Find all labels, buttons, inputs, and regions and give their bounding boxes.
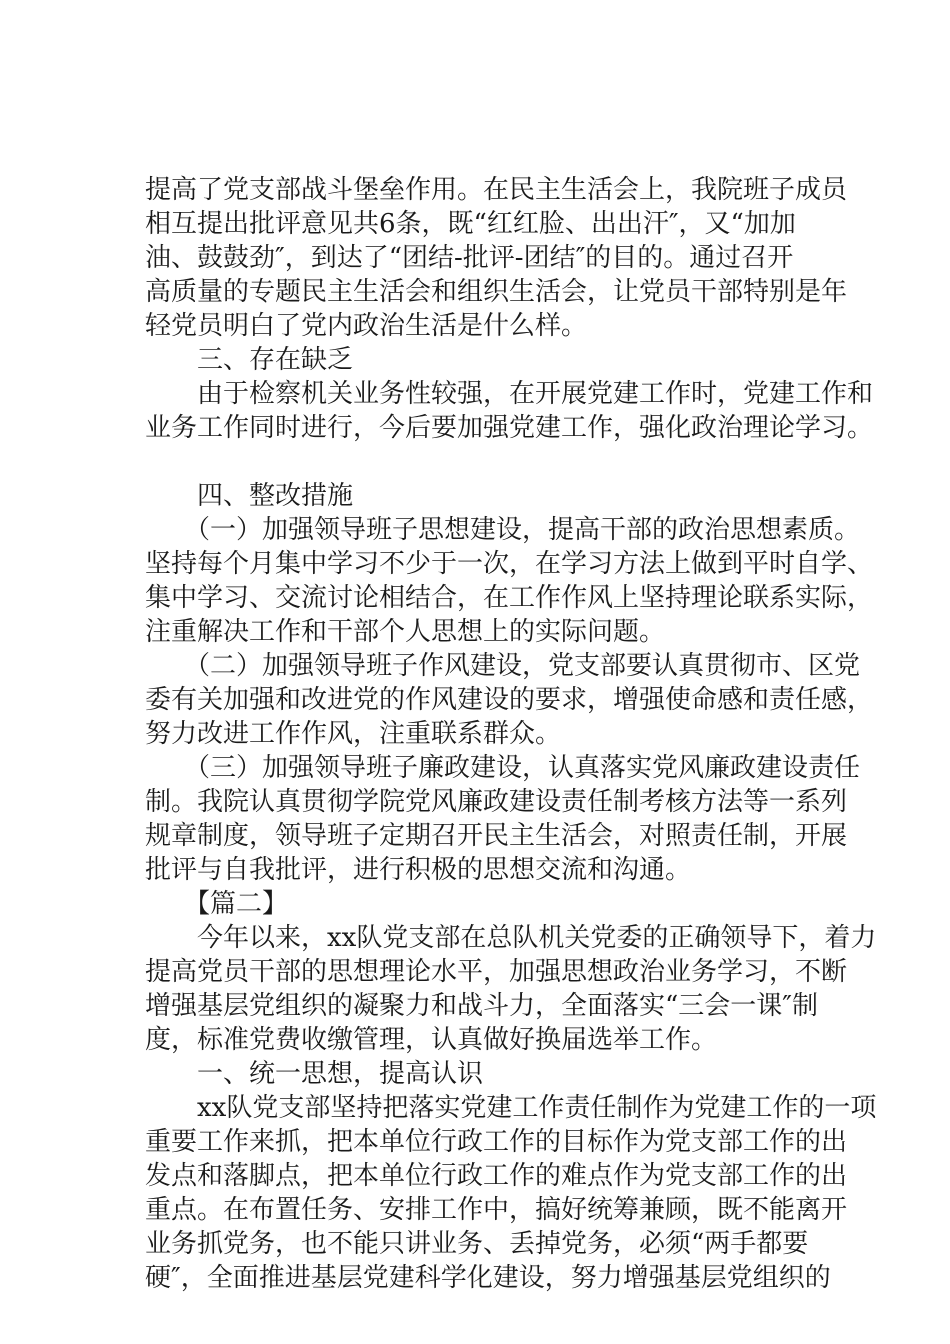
text-line: 提高党员干部的思想理论水平，加强思想政治业务学习，不断 (145, 957, 848, 987)
text-line: 油、鼓鼓劲″，到达了“团结-批评-团结″的目的。通过召开 (145, 243, 794, 273)
text-line: 发点和落脚点，把本单位行政工作的难点作为党支部工作的出 (145, 1161, 848, 1191)
blank-line (145, 446, 825, 478)
text-line: 由于检察机关业务性较强，在开展党建工作时，党建工作和 (145, 379, 874, 409)
text-line: （二）加强领导班子作风建设，党支部要认真贯彻市、区党 (145, 651, 861, 681)
text-line: 硬″，全面推进基层党建科学化建设，努力增强基层党组织的 (145, 1263, 831, 1293)
text-line: 轻党员明白了党内政治生活是什么样。 (145, 311, 588, 341)
section-heading: 一、统一思想，提高认识 (145, 1059, 484, 1089)
text-line: 注重解决工作和干部个人思想上的实际问题。 (145, 617, 666, 647)
text-line: xx队党支部坚持把落实党建工作责任制作为党建工作的一项 (145, 1093, 877, 1123)
text-line: 集中学习、交流讨论相结合，在工作作风上坚持理论联系实际， (145, 583, 874, 613)
text-line: 高质量的专题民主生活会和组织生活会，让党员干部特别是年 (145, 277, 848, 307)
section-heading: 四、整改措施 (145, 481, 354, 511)
text-line: 批评与自我批评，进行积极的思想交流和沟通。 (145, 855, 692, 885)
text-line: 规章制度，领导班子定期召开民主生活会，对照责任制，开展 (145, 821, 848, 851)
text-line: 业务抓党务，也不能只讲业务、丢掉党务，必须“两手都要 (145, 1229, 809, 1259)
text-line: 重点。在布置任务、安排工作中，搞好统筹兼顾，既不能离开 (145, 1195, 848, 1225)
text-line: 今年以来，xx队党支部在总队机关党委的正确领导下，着力 (145, 923, 877, 953)
text-line: 坚持每个月集中学习不少于一次，在学习方法上做到平时自学、 (145, 549, 874, 579)
text-line: 提高了党支部战斗堡垒作用。在民主生活会上，我院班子成员 (145, 175, 848, 205)
text-line: （一）加强领导班子思想建设，提高干部的政治思想素质。 (145, 515, 861, 545)
text-line: 相互提出批评意见共6条，既“红红脸、出出汗″，又“加加 (145, 209, 796, 239)
text-line: 重要工作来抓，把本单位行政工作的目标作为党支部工作的出 (145, 1127, 848, 1157)
text-line: 度，标准党费收缴管理，认真做好换届选举工作。 (145, 1025, 718, 1055)
section-heading: 【篇二】 (145, 889, 289, 919)
text-line: 制。我院认真贯彻学院党风廉政建设责任制考核方法等一系列 (145, 787, 848, 817)
text-line: 委有关加强和改进党的作风建设的要求，增强使命感和责任感， (145, 685, 874, 715)
section-heading: 三、存在缺乏 (145, 345, 354, 375)
text-line: （三）加强领导班子廉政建设，认真落实党风廉政建设责任 (145, 753, 861, 783)
text-line: 业务工作同时进行，今后要加强党建工作，强化政治理论学习。 (145, 413, 874, 443)
text-line: 增强基层党组织的凝聚力和战斗力，全面落实“三会一课″制 (145, 991, 819, 1021)
text-line: 努力改进工作作风，注重联系群众。 (145, 719, 562, 749)
